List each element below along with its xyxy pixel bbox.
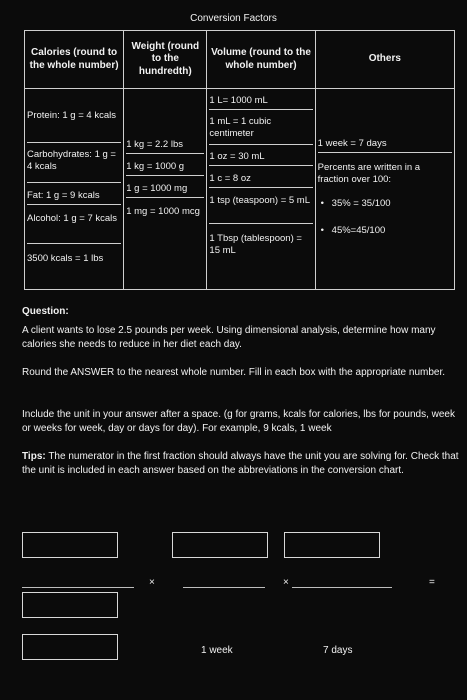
question-text: A client wants to lose 2.5 pounds per week. Using dimensional analysis, determine how many calories she needs to reduce in her diet each day. [22,325,436,350]
header-others: Others [315,31,454,89]
calories-row: Protein: 1 g = 4 kcals [27,110,121,143]
equals-operator: = [429,577,435,588]
multiply-operator: × [283,577,289,588]
fraction-2-line [183,587,265,588]
others-example: • 35% = 35/100 [318,198,456,210]
numerator-3-input[interactable] [284,532,380,558]
weight-row: 1 g = 1000 mg [126,183,204,198]
volume-row: 1 tsp (teaspoon) = 5 mL [209,195,312,224]
denominator-3-label: 7 days [323,645,353,656]
numerator-1-input[interactable] [22,532,118,558]
volume-row: 1 L= 1000 mL [209,95,312,110]
header-calories: Calories (round to the whole number) [25,31,124,89]
numerator-2-input[interactable] [172,532,268,558]
weight-row: 1 kg = 2.2 lbs [126,139,204,154]
conversion-table-title: Conversion Factors [190,13,277,24]
calories-row: Carbohydrates: 1 g = 4 kcals [27,149,121,183]
volume-row: 1 oz = 30 mL [209,151,312,166]
calories-row: Fat: 1 g = 9 kcals [27,190,121,205]
question-heading: Question: [22,306,69,317]
multiply-operator: × [149,577,155,588]
header-volume: Volume (round to the whole number) [207,31,315,89]
volume-row: 1 mL = 1 cubic centimeter [209,116,312,145]
unit-instruction: Include the unit in your answer after a space. (g for grams, kcals for calories, lbs for pounds, week or weeks for week, day or days for day). For example, 9 kcals, 1 week [22,409,455,434]
weight-cell [124,89,207,290]
volume-cell [207,89,315,290]
volume-row: 1 c = 8 oz [209,173,312,188]
weight-row: 1 kg = 1000 g [126,161,204,176]
calories-row: Alcohol: 1 g = 7 kcals [27,213,121,244]
fraction-1-line [22,587,134,588]
tips-label: Tips: [22,451,46,462]
rounding-instruction: Round the ANSWER to the nearest whole number. Fill in each box with the appropriate number. [22,367,446,378]
others-week: 1 week = 7 days [318,138,452,153]
fraction-3-line [292,587,392,588]
others-cell [315,89,454,290]
tips-text: The numerator in the first fraction should always have the unit you are solving for. Check that the unit is included in each answer based on the abbreviations in the conversion chart. [22,451,459,476]
calories-row: 3500 kcals = 1 lbs [27,253,104,264]
header-weight: Weight (round to the hundredth) [124,31,207,89]
others-percent-note: Percents are written in a fraction over 100: [317,162,421,185]
answer-1-input[interactable] [22,634,118,660]
conversion-table [24,30,455,290]
denominator-1-input[interactable] [22,592,118,618]
others-example: • 45%=45/100 [318,225,456,237]
volume-row: 1 Tbsp (tablespoon) = 15 mL [209,233,302,256]
calories-cell [25,89,124,290]
tips [22,450,462,477]
weight-row: 1 mg = 1000 mcg [126,206,200,217]
denominator-2-label: 1 week [201,645,233,656]
